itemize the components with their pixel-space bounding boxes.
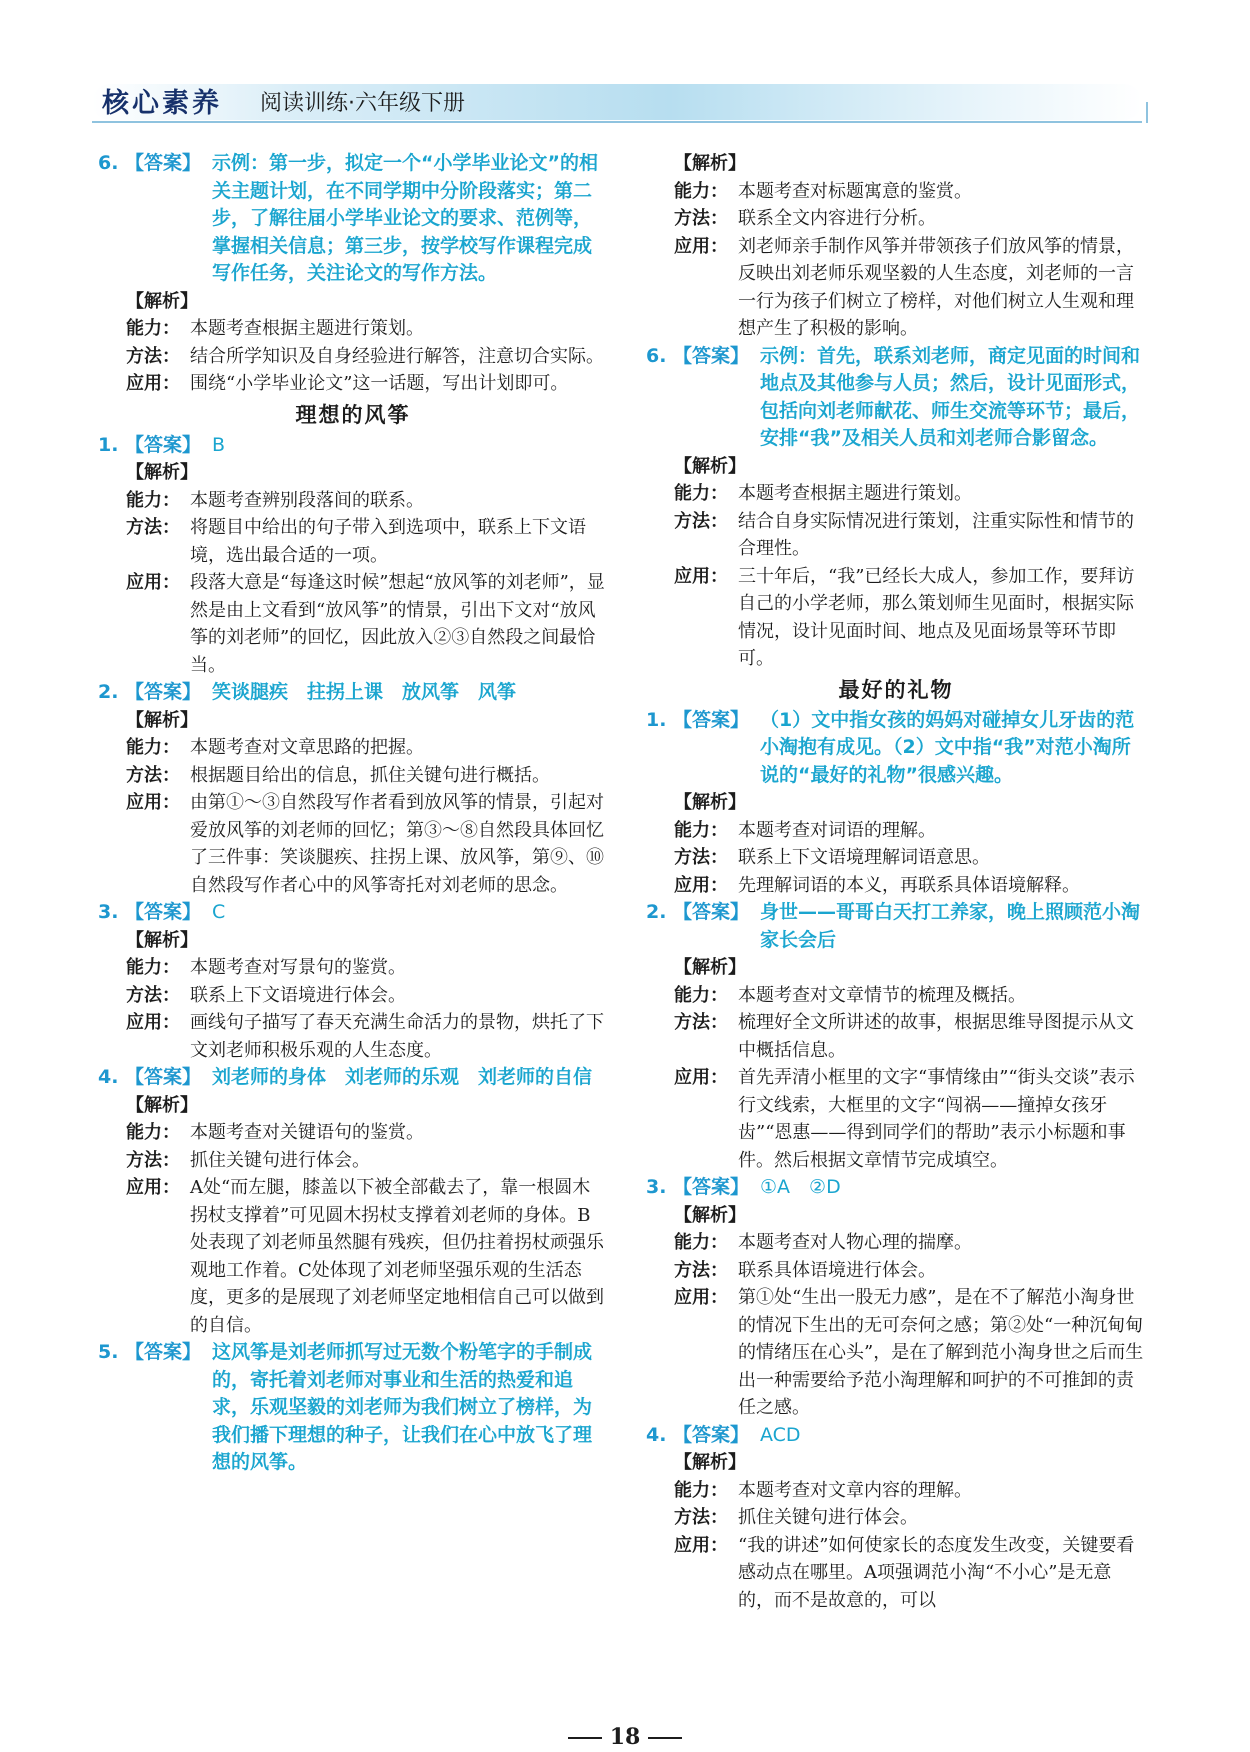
analysis-application: 应用： 围绕“小学毕业论文”这一话题，写出计划即可。 [126, 373, 569, 394]
answer-q2: 2. 【答案】 笑谈腿疾 拄拐上课 放风筝 风筝 [98, 679, 608, 707]
analysis-method: 方法： 结合所学知识及自身经验进行解答，注意切合实际。 [126, 345, 604, 367]
answer-text: 身世——哥哥白天打工养家，晚上照顾范小淘 家长会后 [760, 901, 1160, 951]
analysis-application: 应用： 三十年后，“我”已经长大成人，参加工作，要拜访自己的小学老师，那么策划师生见面时，根据实际情况，设计见面时间、地点及见面场景等环节即可。 [674, 565, 1135, 669]
analysis-ability: 能力： 本题考查对文章情节的梳理及概括。 [674, 984, 1026, 1006]
analysis-application: 应用： 先理解词语的本义，再联系具体语境解释。 [674, 874, 1080, 896]
analysis-application: 应用： A处“而左腿，膝盖以下被全部截去了，靠一根圆木拐杖支撑着”可见圆木拐杖支撑着刘老师的身体。B处表现了刘老师虽然腿有残疾，但仍拄着拐杖顽强乐观地工作着。C处体现了刘老师坚强乐观的生活态度，更多的是展现了刘老师坚定地相信自己可以做到的自信。 [126, 1177, 604, 1336]
answer-text: 刘老师的身体 刘老师的乐观 刘老师的自信 [212, 1066, 593, 1088]
answer-q1: 1. 【答案】 （1）文中指女孩的妈妈对碰掉女儿牙齿的范小淘抱有成见。（2）文中指“我”对范小淘所说的“最好的礼物”很感兴趣。 [646, 707, 1146, 790]
analysis-application: 应用： 第①处“生出一股无力感”，是在不了解范小淘身世的情况下生出的无可奈何之感；第②处“一种沉甸甸的情绪压在心头”，是在了解到范小淘身世之后而生出一种需要给予范小淘理解和呵护的不可推卸的责任之感。 [674, 1287, 1144, 1418]
analysis-heading: 【解析】 [674, 153, 746, 174]
analysis-ability: 能力： 本题考查辨别段落间的联系。 [126, 489, 424, 511]
analysis-method: 方法： 联系上下文语境理解词语意思。 [674, 847, 990, 868]
page-header [92, 80, 1148, 128]
answer-q4: 4. 【答案】 刘老师的身体 刘老师的乐观 刘老师的自信 [98, 1064, 608, 1092]
answer-text: 示例：第一步，拟定一个“小学毕业论文”的相关主题计划，在不同学期中分阶段落实；第二步，了解往届小学毕业论文的要求、范例等，掌握相关信息；第三步，按学校写作课程完成写作任务，关注论文的写作方法。 [212, 152, 598, 284]
analysis-heading: 【解析】 [674, 455, 746, 477]
analysis-heading: 【解析】 [674, 1204, 746, 1226]
footer-dash-right [648, 1737, 682, 1739]
brand-logo: 核心素养 [102, 87, 222, 119]
header-tick [1146, 102, 1148, 123]
answer-text: 示例：首先，联系刘老师，商定见面的时间和地点及其他参与人员；然后，设计见面形式，包括向刘老师献花、师生交流等环节；最后，安排“我”及相关人员和刘老师合影留念。 [760, 344, 1141, 449]
analysis-application: 应用： 画线句子描写了春天充满生命活力的景物，烘托了下文刘老师积极乐观的人生态度。 [126, 1012, 604, 1061]
analysis-application: 应用： “我的讲述”如何使家长的态度发生改变，关键要看感动点在哪里。A项强调范小淘“不小心”是无意的，而不是故意的，可以 [674, 1534, 1135, 1611]
analysis-method: 方法： 抓住关键句进行体会。 [674, 1507, 918, 1528]
analysis-method: 方法： 联系全文内容进行分析。 [674, 208, 936, 229]
analysis-ability: 能力： 本题考查根据主题进行策划。 [674, 483, 972, 504]
left-column [98, 150, 608, 1477]
answer-text: ACD [760, 1423, 801, 1446]
footer-dash-left [568, 1737, 602, 1739]
analysis-application: 应用： 段落大意是“每逢这时候”想起“放风筝的刘老师”，显然是由上文看到“放风筝”的情景，引出下文对“放风筝的刘老师”的回忆，因此放入②③自然段之间最恰当。 [126, 572, 605, 676]
analysis-ability: 能力： 本题考查对写景句的鉴赏。 [126, 957, 406, 978]
analysis-method: 方法： 联系上下文语境进行体会。 [126, 984, 406, 1006]
analysis-heading: 【解析】 [674, 957, 746, 978]
analysis-ability: 能力： 本题考查对文章思路的把握。 [126, 737, 424, 758]
analysis-ability: 能力： 本题考查根据主题进行策划。 [126, 318, 424, 339]
analysis-method: 方法： 根据题目给出的信息，抓住关键句进行概括。 [126, 764, 550, 786]
analysis-ability: 能力： 本题考查对词语的理解。 [674, 819, 936, 841]
analysis-ability: 能力： 本题考查对标题寓意的鉴赏。 [674, 180, 972, 202]
analysis-method: 方法： 梳理好全文所讲述的故事，根据思维导图提示从文中概括信息。 [674, 1012, 1134, 1061]
analysis-ability: 能力： 本题考查对人物心理的揣摩。 [674, 1232, 972, 1253]
analysis-method: 方法： 抓住关键句进行体会。 [126, 1149, 370, 1171]
answer-text: （1）文中指女孩的妈妈对碰掉女儿牙齿的范小淘抱有成见。（2）文中指“我”对范小淘所说的“最好的礼物”很感兴趣。 [760, 708, 1135, 786]
section-title: 最好的礼物 [838, 677, 954, 702]
answer-q5: 5. 【答案】 这风筝是刘老师抓写过无数个粉笔字的手制成的，寄托着刘老师对事业和生活的热爱和追求，乐观坚毅的刘老师为我们树立了榜样，为我们播下理想的种子，让我们在心中放飞了理想的风筝。 [98, 1339, 608, 1477]
answer-text: ①A ②D [760, 1176, 841, 1198]
analysis-heading: 【解析】 [126, 929, 198, 951]
answer-q3: 3. 【答案】 C [98, 899, 608, 927]
page-footer [0, 1724, 1250, 1750]
section-title: 理想的风筝 [295, 402, 411, 427]
analysis-heading: 【解析】 [674, 1452, 746, 1473]
answer-text: C [212, 901, 226, 923]
answer-q2: 2. 【答案】 身世——哥哥白天打工养家，晚上照顾范小淘 家长会后 [646, 899, 1146, 954]
analysis-heading: 【解析】 [674, 792, 746, 813]
header-band [92, 84, 1142, 120]
analysis-method: 方法： 结合自身实际情况进行策划，注重实际性和情节的合理性。 [674, 510, 1134, 559]
page-number: 18 [609, 1724, 641, 1750]
answer-q4: 4. 【答案】 ACD [646, 1422, 1146, 1450]
header-rule [92, 121, 1142, 123]
analysis-heading: 【解析】 [126, 290, 198, 312]
analysis-application: 应用： 首先弄清小框里的文字“事情缘由”“街头交谈”表示行文线索，大框里的文字“闯祸——撞掉女孩牙齿”“恩惠——得到同学们的帮助”表示小标题和事件。然后根据文章情节完成填空。 [674, 1067, 1135, 1171]
analysis-ability: 能力： 本题考查对关键语句的鉴赏。 [126, 1122, 424, 1143]
analysis-heading: 【解析】 [126, 709, 198, 731]
answer-q3: 3. 【答案】 ①A ②D [646, 1174, 1146, 1202]
analysis-heading: 【解析】 [126, 462, 198, 483]
answer-q6: 6. 【答案】 示例：第一步，拟定一个“小学毕业论文”的相关主题计划，在不同学期中分阶段落实；第二步，了解往届小学毕业论文的要求、范例等，掌握相关信息；第三步，按学校写作课程完成写作任务，关注论文的写作方法。 [98, 150, 608, 288]
answer-text: B [212, 433, 226, 456]
answer-q1: 1. 【答案】 B [98, 432, 608, 460]
analysis-method: 方法： 联系具体语境进行体会。 [674, 1259, 936, 1281]
right-column [646, 150, 1160, 1614]
analysis-method: 方法： 将题目中给出的句子带入到选项中，联系上下文语境，选出最合适的一项。 [126, 517, 586, 566]
analysis-heading: 【解析】 [126, 1094, 198, 1116]
book-title: 阅读训练·六年级下册 [260, 91, 465, 116]
answer-text: 这风筝是刘老师抓写过无数个粉笔字的手制成的，寄托着刘老师对事业和生活的热爱和追求，乐观坚毅的刘老师为我们树立了榜样，为我们播下理想的种子，让我们在心中放飞了理想的风筝。 [212, 1341, 593, 1473]
answer-q6: 6. 【答案】 示例：首先，联系刘老师，商定见面的时间和地点及其他参与人员；然后，设计见面形式，包括向刘老师献花、师生交流等环节；最后，安排“我”及相关人员和刘老师合影留念。 [646, 343, 1146, 453]
analysis-application: 应用： 由第①～③自然段写作者看到放风筝的情景，引起对爱放风筝的刘老师的回忆；第③～⑧自然段具体回忆了三件事：笑谈腿疾、拄拐上课、放风筝，第⑨、⑩自然段写作者心中的风筝寄托对刘老师的思念。 [126, 792, 604, 896]
answer-text: 笑谈腿疾 拄拐上课 放风筝 风筝 [212, 681, 517, 703]
analysis-ability: 能力： 本题考查对文章内容的理解。 [674, 1479, 972, 1501]
analysis-application: 应用： 刘老师亲手制作风筝并带领孩子们放风筝的情景，反映出刘老师乐观坚毅的人生态度，刘老师的一言一行为孩子们树立了榜样，对他们树立人生观和理想产生了积极的影响。 [674, 235, 1134, 339]
